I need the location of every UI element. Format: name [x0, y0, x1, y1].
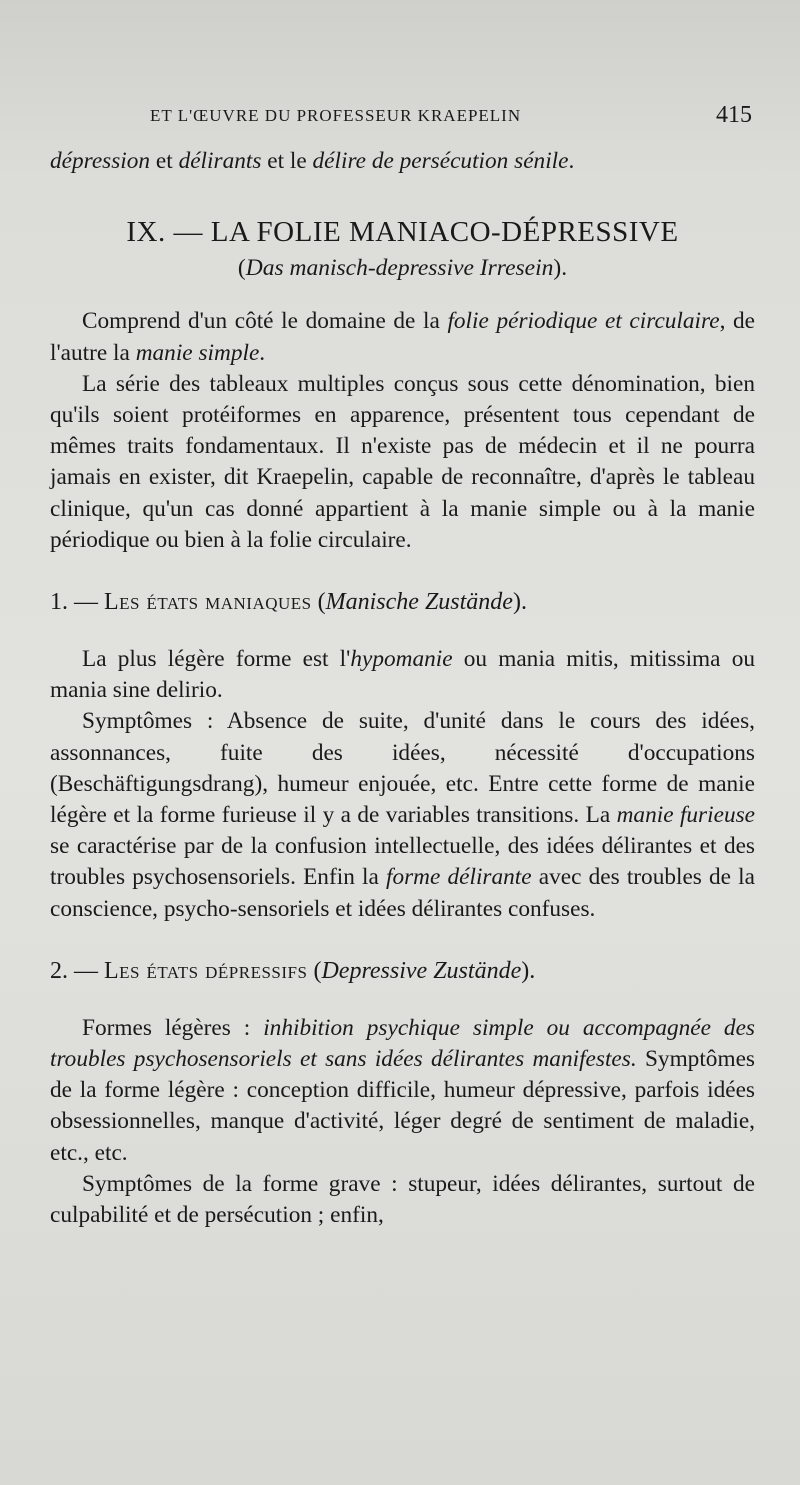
paragraph-6: Symptômes de la forme grave : stupeur, idées délirantes, surtout de culpabilité et de persécution ; enfin,: [50, 1170, 755, 1229]
p5-text-2: Symptômes de la forme légère : conception difficile, humeur dépressive, parfois idées obsessionnelles, manque d'activité, léger degré de sentiment de maladie, etc., etc.: [50, 1046, 755, 1166]
intro-italic-3: délire de persécution sénile: [312, 148, 569, 174]
p1-italic-2: manie simple: [135, 339, 260, 366]
section1-italic: Manische Zustände: [325, 589, 513, 616]
p4-italic-2: forme délirante: [385, 864, 532, 891]
paragraph-2: La série des tableaux multiples conçus sous cette dénomination, bien qu'ils soient protéiformes en apparence, présentent tous cependant de mêmes traits fondamentaux. Il n'existe pas de médecin et il ne pourra jamais en exister, dit Kraepelin, capable de reconnaître, d'après le tableau clinique, qu'un cas donné appartient à la manie simple ou à la manie périodique ou bien à la folie circulaire.: [50, 370, 755, 553]
intro-paragraph: [50, 146, 755, 177]
section1-number: 1.: [50, 589, 68, 616]
page-body: [50, 146, 755, 1231]
p1-italic-1: folie périodique et circulaire: [447, 308, 720, 335]
running-header: [150, 102, 752, 132]
p3-text-2: ou mania mitis, mitissima ou mania sine delirio.: [50, 646, 755, 704]
p5-italic-1: inhibition psychique simple ou accompagnée des troubles psychosensoriels et sans idées délirantes manifestes.: [50, 1014, 755, 1073]
intro-text-3: .: [568, 148, 575, 174]
intro-italic-1: dépression: [50, 148, 151, 174]
subtitle-close: ).: [553, 255, 568, 282]
section2-title: Les états dépressifs: [104, 957, 308, 984]
p1-text-3: .: [259, 339, 266, 366]
paragraph-3: [50, 644, 755, 706]
p3-text-1: La plus légère forme est l': [82, 646, 351, 673]
section2-italic: Depressive Zustände: [321, 957, 522, 984]
running-title: ET L'ŒUVRE DU PROFESSEUR KRAEPELIN: [150, 106, 522, 125]
paragraph-1: [50, 306, 755, 368]
p5-text-1: Formes légères :: [82, 1014, 264, 1041]
section2-open: (: [307, 957, 322, 984]
chapter-subtitle: [50, 253, 755, 284]
chapter-heading: [50, 215, 755, 249]
p4-text-1: Symptômes : Absence de suite, d'unité dans le cours des idées, assonnances, fuite des idées, nécessité d'occupations (Beschäftigungsdrang), humeur enjouée, etc. Entre cette forme de manie légère et la forme furieuse il y a de variables transitions. La: [50, 708, 755, 829]
p1-text-2: , de l'autre la: [50, 308, 756, 366]
subtitle-italic: Das manisch-depressive Irresein: [245, 255, 554, 282]
section-heading-1: [50, 586, 755, 618]
section1-close: ).: [512, 589, 527, 616]
chapter-title: LA FOLIE MANIACO-DÉPRESSIVE: [210, 216, 679, 249]
paragraph-4: [50, 706, 755, 924]
section1-dash: —: [68, 589, 104, 616]
intro-italic-2: délirants: [178, 148, 262, 174]
p4-text-2: se caractérise par de la confusion intellectuelle, des idées délirantes et des troubles psychosensoriels. Enfin la: [50, 833, 755, 891]
intro-text-2: et le: [261, 148, 313, 174]
section2-close: ).: [521, 957, 536, 984]
section2-dash: —: [68, 957, 104, 984]
p4-italic-1: manie furieuse: [616, 802, 755, 829]
section2-number: 2.: [50, 957, 68, 984]
page-number: 415: [716, 102, 752, 128]
chapter-number: IX.: [126, 216, 166, 249]
section1-title: Les états maniaques: [104, 589, 312, 616]
p3-italic-1: hypomanie: [350, 646, 453, 673]
p4-text-3: avec des troubles de la conscience, psycho-sensoriels et idées délirantes confuses.: [50, 864, 755, 922]
p1-text-1: Comprend d'un côté le domaine de la: [82, 308, 448, 335]
section1-open: (: [311, 589, 326, 616]
section-heading-2: [50, 955, 755, 987]
subtitle-open: (: [237, 255, 246, 282]
intro-text-1: et: [150, 148, 179, 174]
paragraph-5: [50, 1013, 755, 1169]
chapter-dash: —: [165, 216, 211, 249]
